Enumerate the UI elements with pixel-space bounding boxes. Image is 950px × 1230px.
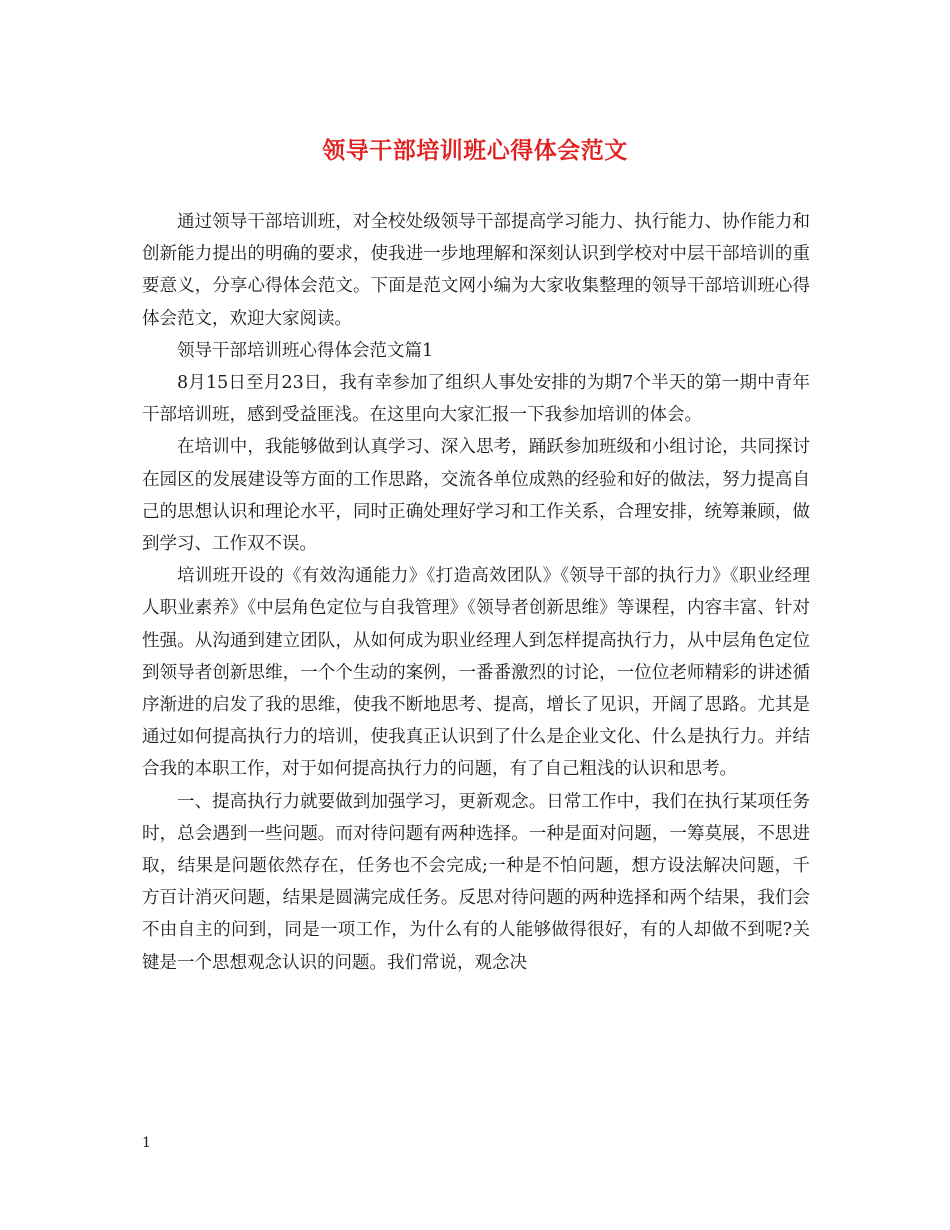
paragraph-courses: 培训班开设的《有效沟通能力》《打造高效团队》《领导干部的执行力》《职业经理人职业素养》《中层角色定位与自我管理》《领导者创新思维》等课程，内容丰富、针对性强。从沟通到建立团队，从如何成为职业经理人到怎样提高执行力，从中层角色定位到领导者创新思维，一个个生动的案例，一番番激烈的讨论，一位位老师精彩的讲述循序渐进的启发了我的思维，使我不断地思考、提高，增长了见识，开阔了思路。尤其是通过如何提高执行力的培训，使我真正认识到了什么是企业文化、什么是执行力。并结合我的本职工作，对于如何提高执行力的问题，有了自己粗浅的认识和思考。: [142, 566, 810, 780]
paragraph-point-one: 一、提高执行力就要做到加强学习，更新观念。日常工作中，我们在执行某项任务时，总会遇到一些问题。而对待问题有两种选择。一种是面对问题，一筹莫展，不思进取，结果是问题依然存在，任务也不会完成;一种是不怕问题，想方设法解决问题，千方百计消灭问题，结果是圆满完成任务。反思对待问题的两种选择和两个结果，我们会不由自主的问到，同是一项工作，为什么有的人能够做得很好，有的人却做不到呢?关键是一个思想观念认识的问题。我们常说，观念决: [142, 791, 810, 973]
document-body: [142, 206, 810, 979]
paragraph-training-dates: 8月15日至月23日，我有幸参加了组织人事处安排的为期7个半天的第一期中青年干部培训班，感到受益匪浅。在这里向大家汇报一下我参加培训的体会。: [142, 373, 810, 426]
document-title: 领导干部培训班心得体会范文: [322, 137, 628, 164]
paragraph-intro: 通过领导干部培训班，对全校处级领导干部提高学习能力、执行能力、协作能力和创新能力提出的明确的要求，使我进一步地理解和深刻认识到学校对中层干部培训的重要意义，分享心得体会范文。下面是范文网小编为大家收集整理的领导干部培训班心得体会范文，欢迎大家阅读。: [142, 212, 810, 329]
paragraph-training-participation: 在培训中，我能够做到认真学习、深入思考，踊跃参加班级和小组讨论，共同探讨在园区的发展建设等方面的工作思路，交流各单位成熟的经验和好的做法，努力提高自己的思想认识和理论水平，同时正确处理好学习和工作关系，合理安排，统筹兼顾，做到学习、工作双不误。: [142, 437, 810, 555]
page-number: 1: [142, 1135, 151, 1151]
paragraph-section-heading: 领导干部培训班心得体会范文篇1: [177, 340, 434, 361]
